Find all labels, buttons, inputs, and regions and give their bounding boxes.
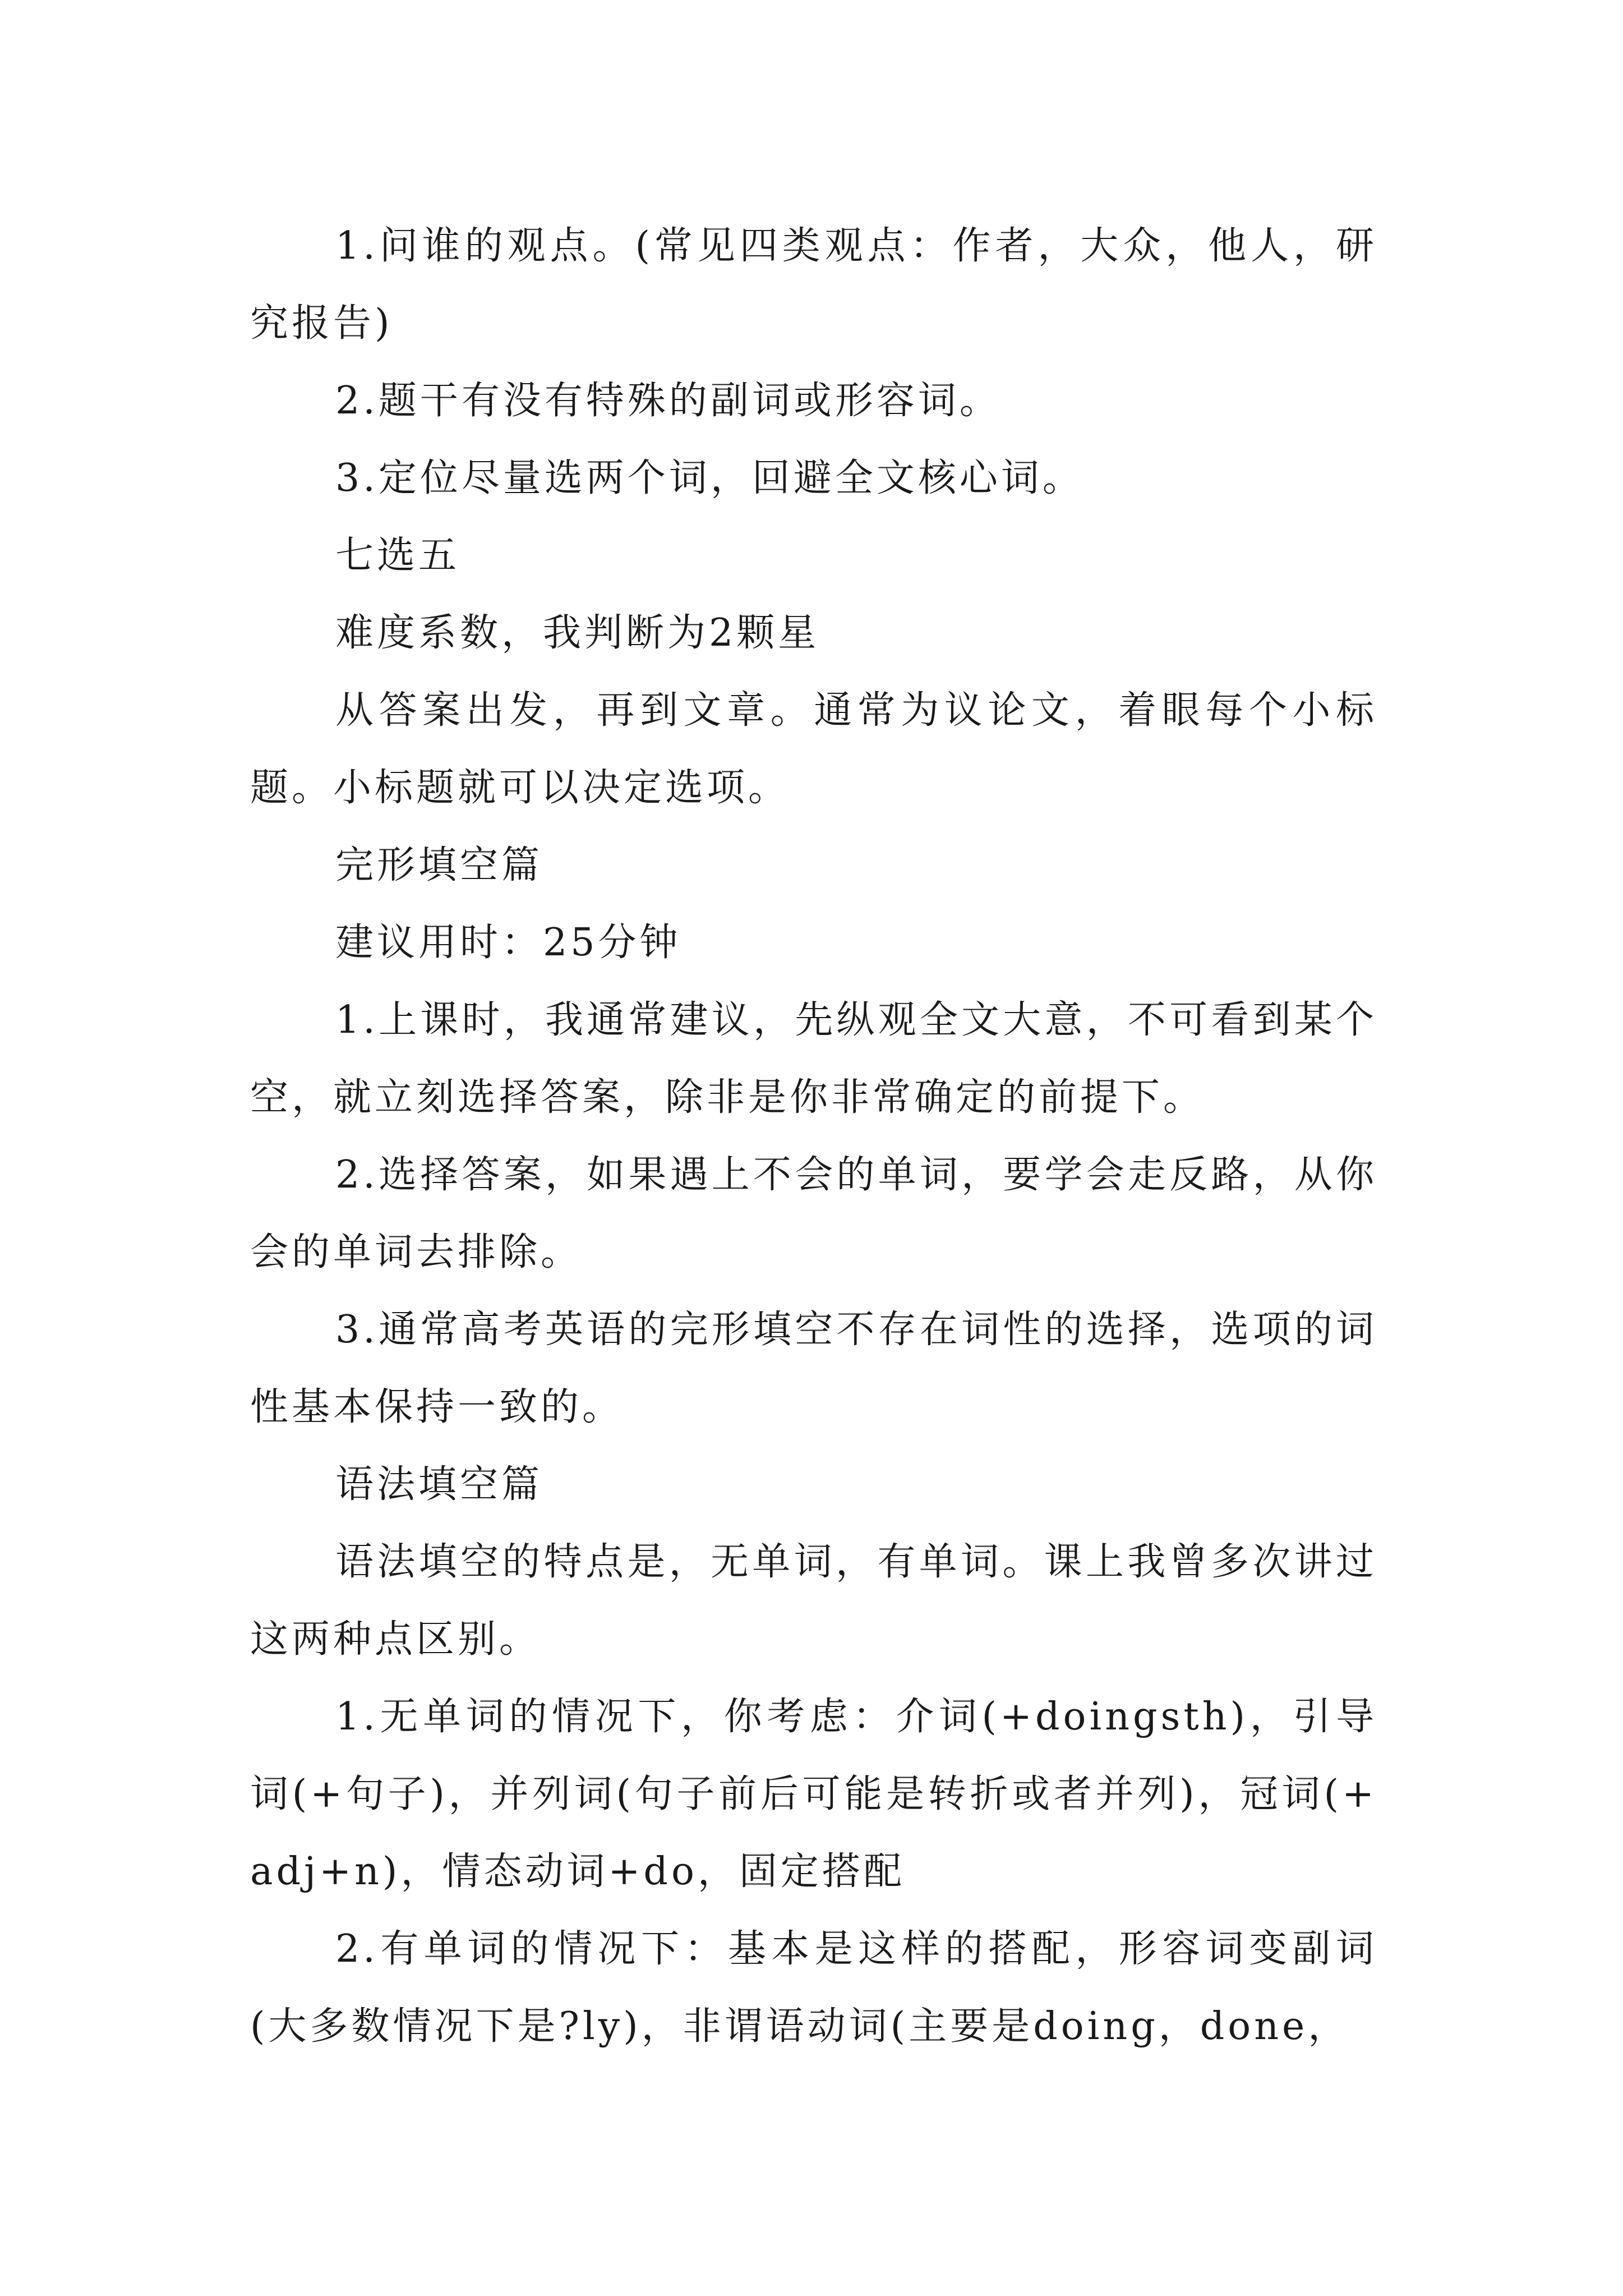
paragraph-cloze-tip-3: 3.通常高考英语的完形填空不存在词性的选择，选项的词性基本保持一致的。 <box>250 1308 1377 1429</box>
paragraph-question-viewpoint: 1.问谁的观点。(常见四类观点：作者，大众，他人，研究报告) <box>250 224 1377 346</box>
heading-grammar-fill: 语法填空篇 <box>335 1462 543 1507</box>
heading-cloze: 完形填空篇 <box>335 843 543 887</box>
heading-seven-choose-five: 七选五 <box>335 533 460 578</box>
paragraph-grammar-intro: 语法填空的特点是，无单词，有单词。课上我曾多次讲过这两种点区别。 <box>250 1540 1377 1662</box>
paragraph-start-from-answers: 从答案出发，再到文章。通常为议论文，着眼每个小标题。小标题就可以决定选项。 <box>250 688 1377 810</box>
paragraph-difficulty-rating: 难度系数，我判断为2颗星 <box>335 611 820 655</box>
paragraph-cloze-tip-2: 2.选择答案，如果遇上不会的单词，要学会走反路，从你会的单词去排除。 <box>250 1153 1377 1274</box>
paragraph-grammar-tip-1: 1.无单词的情况下，你考虑：介词(+doingsth)，引导词(+句子)，并列词(句子前后可能是转折或者并列)，冠词(+adj+n)，情态动词+do，固定搭配 <box>250 1695 1377 1894</box>
paragraph-suggested-time: 建议用时：25分钟 <box>335 921 681 965</box>
paragraph-locate-keywords: 3.定位尽量选两个词，回避全文核心词。 <box>335 456 1084 500</box>
document-body <box>250 208 1377 2065</box>
paragraph-grammar-tip-2: 2.有单词的情况下：基本是这样的搭配，形容词变副词(大多数情况下是?ly)，非谓语动词(主要是doing，done， <box>250 1927 1377 2049</box>
paragraph-cloze-tip-1: 1.上课时，我通常建议，先纵观全文大意，不可看到某个空，就立刻选择答案，除非是你非常确定的前提下。 <box>250 998 1377 1120</box>
paragraph-special-adverbs: 2.题干有没有特殊的副词或形容词。 <box>335 379 1001 423</box>
